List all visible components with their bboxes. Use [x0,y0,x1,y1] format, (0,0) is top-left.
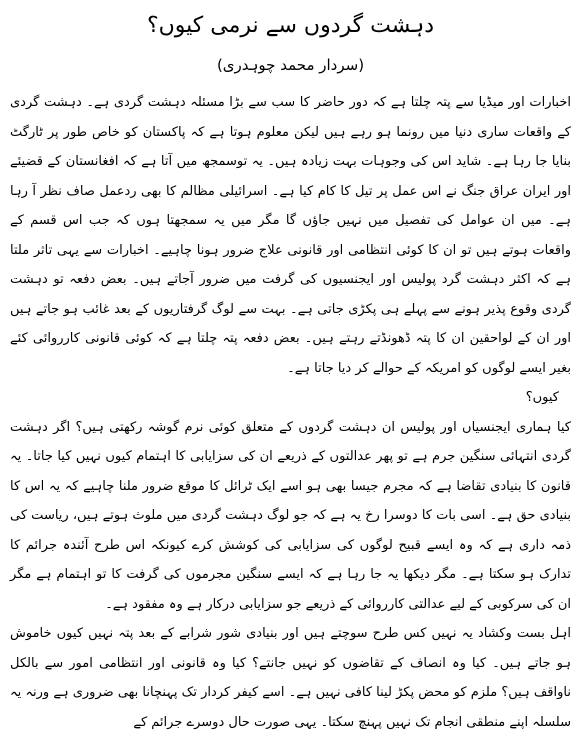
paragraph-intro: اخبارات اور میڈیا سے پتہ چلتا ہے کہ دور حاضر کا سب سے بڑا مسئلہ دہشت گردی ہے۔ دہشت گردی کے واقعات ساری دنیا میں رونما ہو رہے ہیں لیکن معلوم ہوتا ہے کہ پاکستان کو خاص طور پر ٹارگٹ بنایا جا رہا ہے۔ شاید اس کی وجوہات بہت زیادہ ہیں۔ یہ توسمجھ میں آتا ہے کہ افغانستان کے قضیئے اور ایران عراق جنگ نے اس عمل پر تیل کا کام کیا ہے۔ اسرائیلی مظالم کا بھی ردعمل صاف نظر آ رہا ہے۔ میں ان عوامل کی تفصیل میں نہیں جاؤں گا مگر میں یہ سمجھتا ہوں کہ جب اس قسم کے واقعات ہوتے ہیں تو ان کا کوئی انتظامی اور قانونی علاج ضرور ہونا چاہیے۔ اخبارات سے یہی تاثر ملتا ہے کہ اکثر دہشت گرد پولیس اور ایجنسیوں کی گرفت میں ضرور آجاتے ہیں۔ بعض دفعہ تو دہشت گردی وقوع پذیر ہونے سے پہلے ہی پکڑی جاتی ہے۔ بہت سے لوگ گرفتاریوں کے بعد غائب ہو جاتے ہیں اور ان کے لواحقین ان کا پتہ ڈھونڈتے رہتے ہیں۔ بعض دفعہ پتہ چلتا ہے کہ کوئی قانونی کارروائی کئے بغیر ایسے لوگوں کو امریکہ کے حوالے کر دیا جاتا ہے۔ [10,95,571,376]
article-body [10,88,571,737]
article-author: (سردار محمد چوہدری) [216,56,365,74]
paragraph-agencies: کیا ہماری ایجنسیاں اور پولیس ان دہشت گردوں کے متعلق کوئی نرم گوشہ رکھتی ہیں؟ اگر دہشت گردی انتہائی سنگین جرم ہے تو پھر عدالتوں کے ذریعے ان کی سزایابی کا اہتمام کیوں نہیں کیا جاتا۔ یہ قانون کا بنیادی تقاضا ہے کہ مجرم جیسا بھی ہو اسے ایک ٹرائل کا موقع ضرور ملنا چاہیے کہ یہ اس کا بنیادی حق ہے۔ اسی بات کا دوسرا رخ یہ ہے کہ جو لوگ دہشت گردی میں ملوث ہوتے ہیں، ریاست کی ذمہ داری ہے کہ وہ ایسے قبیح لوگوں کی سزایابی کی کوشش کرے کیونکہ اس طرح آئندہ جرائم کا تدارک ہو سکتا ہے۔ مگر دیکھا یہ جا رہا ہے کہ ایسے سنگین مجرموں کی گرفت کا تو اہتمام ہے مگر ان کی سرکوبی کے لیے عدالتی کارروائی کے ذریعے جو سزایابی درکار ہے وہ مفقود ہے۔ [10,419,571,612]
paragraph-question: کیوں؟ [525,390,559,405]
article-title: دہشت گردوں سے نرمی کیوں؟ [146,13,435,38]
paragraph-authorities: اہل بست وکشاد یہ نہیں کس طرح سوچتے ہیں اور بنیادی شور شرابے کے بعد پتہ نہیں کیوں خاموش ہو جاتے ہیں۔ کیا وہ انصاف کے تقاضوں کو نہیں جانتے؟ کیا وہ قانونی اور انتظامی امور سے بالکل ناواقف ہیں؟ ملزم کو محض پکڑ لینا کافی نہیں ہے۔ اسے کیفر کردار تک پہنچانا بھی ضروری ہے ورنہ یہ سلسلہ اپنے منطقی انجام تک نہیں پہنچ سکتا۔ یہی صورت حال دوسرے جرائم کے [10,626,571,730]
